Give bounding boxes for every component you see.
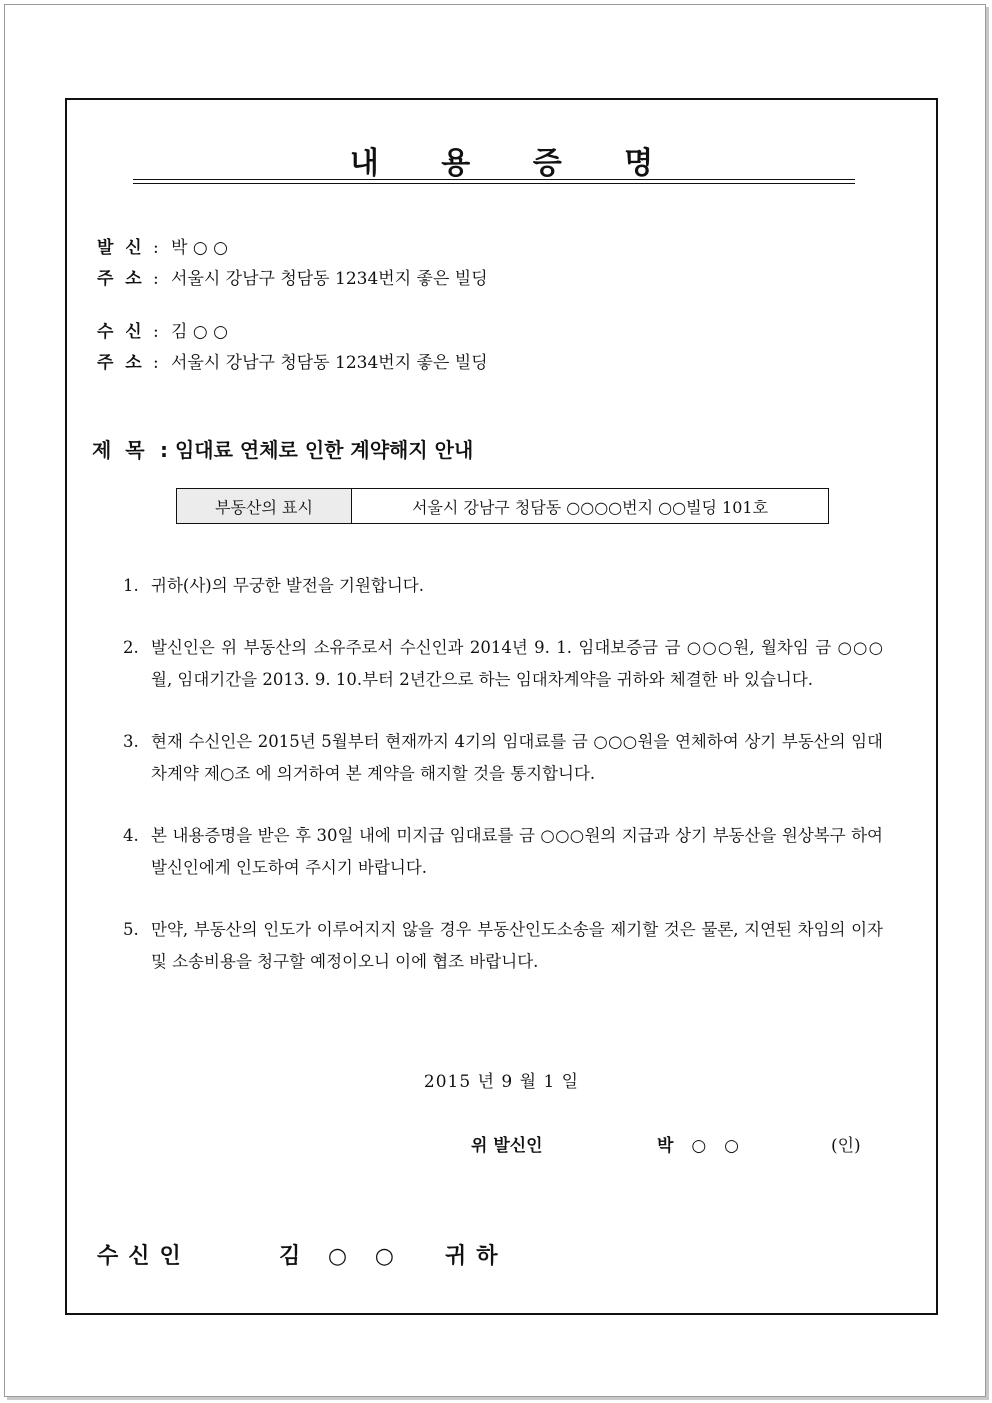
sender-address-label: 주 소 bbox=[97, 269, 142, 289]
item-number: 4. bbox=[123, 826, 139, 845]
colon: : bbox=[153, 322, 159, 342]
item-text: 발신인은 위 부동산의 소유주로서 수신인과 2014년 9. 1. 임대보증금 금 ○○○원, 월차임 금 ○○○월, 임대기간을 2013. 9. 10.부터 2년간으로 하는 임대차계약을 귀하와 체결한 바 있습니다. bbox=[151, 638, 883, 689]
colon: : bbox=[153, 238, 159, 258]
property-value: 서울시 강남구 청담동 ○○○○번지 ○○빌딩 101호 bbox=[411, 497, 769, 517]
list-item bbox=[123, 632, 883, 696]
list-item bbox=[123, 914, 883, 978]
subject-value: 임대료 연체로 인한 계약해지 안내 bbox=[174, 438, 474, 462]
list-item bbox=[123, 726, 883, 790]
document-border bbox=[65, 98, 938, 1315]
item-number: 1. bbox=[123, 576, 139, 595]
sender-address: 서울시 강남구 청담동 1234번지 좋은 빌딩 bbox=[171, 269, 488, 289]
recipient-address-row bbox=[97, 352, 488, 374]
recipient-address: 서울시 강남구 청담동 1234번지 좋은 빌딩 bbox=[171, 353, 488, 373]
signature-name: 박 ○ ○ bbox=[657, 1136, 745, 1156]
subject-line bbox=[92, 434, 473, 463]
recipient-label: 수 신 bbox=[97, 322, 142, 342]
item-number: 3. bbox=[123, 732, 139, 751]
addressee-name: 김 ○ ○ bbox=[279, 1244, 404, 1269]
list-item bbox=[123, 570, 883, 602]
addressee-honorific: 귀하 bbox=[445, 1244, 508, 1269]
sender-value: 박 ○ ○ bbox=[171, 238, 228, 258]
recipient-row bbox=[97, 321, 228, 343]
property-table bbox=[176, 488, 829, 524]
item-text: 만약, 부동산의 인도가 이루어지지 않을 경우 부동산인도소송을 제기할 것은 물론, 지연된 차임의 이자 및 소송비용을 청구할 예정이오니 이에 협조 바랍니다. bbox=[151, 920, 883, 971]
item-text: 본 내용증명을 받은 후 30일 내에 미지급 임대료를 금 ○○○원의 지급과 상기 부동산을 원상복구 하여 발신인에게 인도하여 주시기 바랍니다. bbox=[151, 826, 883, 877]
item-number: 2. bbox=[123, 638, 139, 657]
title-underline-double bbox=[133, 183, 855, 184]
addressee-label: 수신인 bbox=[97, 1244, 191, 1269]
sender-label: 발 신 bbox=[97, 238, 142, 258]
item-text: 현재 수신인은 2015년 5월부터 현재까지 4기의 임대료를 금 ○○○원을 연체하여 상기 부동산의 임대차계약 제○조 에 의거하여 본 계약을 해지할 것을 통지합니다. bbox=[151, 732, 883, 783]
document-date: 2015 년 9 월 1 일 bbox=[423, 1072, 580, 1092]
colon: : bbox=[153, 269, 159, 289]
item-number: 5. bbox=[123, 920, 139, 939]
list-item bbox=[123, 820, 883, 884]
sender-address-row bbox=[97, 268, 488, 290]
recipient-value: 김 ○ ○ bbox=[171, 322, 228, 342]
colon: : bbox=[160, 438, 168, 462]
signature-seal: (인) bbox=[831, 1136, 861, 1156]
page-frame bbox=[4, 4, 986, 1397]
item-text: 귀하(사)의 무궁한 발전을 기원합니다. bbox=[151, 576, 424, 595]
property-label: 부동산의 표시 bbox=[177, 489, 352, 523]
title-underline bbox=[133, 179, 855, 180]
sender-row bbox=[97, 237, 228, 259]
items-list bbox=[123, 570, 883, 1008]
document-title: 내 용 증 명 bbox=[349, 146, 680, 181]
recipient-address-label: 주 소 bbox=[97, 353, 142, 373]
colon: : bbox=[153, 353, 159, 373]
subject-label: 제 목 bbox=[92, 438, 145, 462]
signature-label: 위 발신인 bbox=[471, 1136, 543, 1156]
